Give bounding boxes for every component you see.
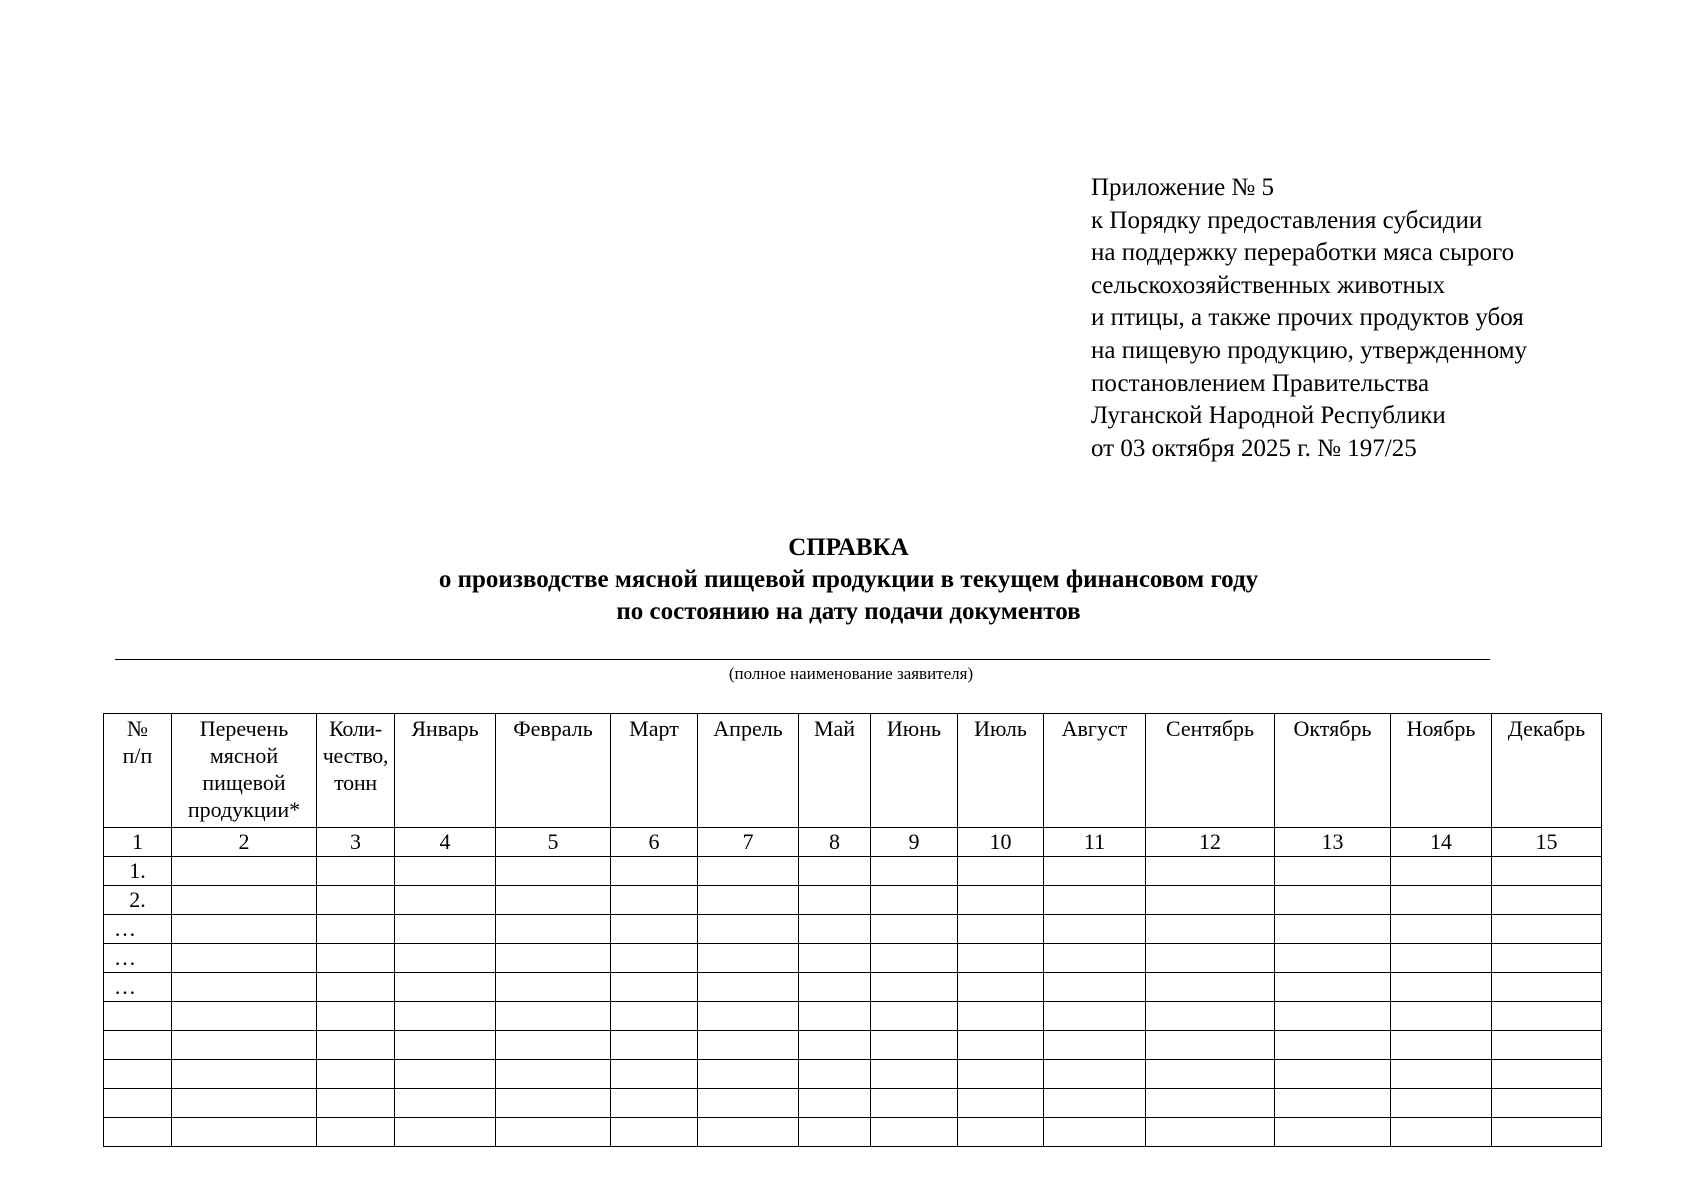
table-cell[interactable]: [1044, 1031, 1146, 1060]
table-cell[interactable]: [1391, 944, 1492, 973]
table-cell[interactable]: [1044, 1118, 1146, 1147]
header-cell-may: Май: [799, 714, 871, 828]
table-cell[interactable]: [1044, 973, 1146, 1002]
header-cell-quantity: [317, 714, 395, 828]
title-heading: СПРАВКА: [788, 534, 909, 561]
table-cell[interactable]: [799, 886, 871, 915]
header-line: мясной: [209, 743, 279, 768]
table-cell[interactable]: [698, 886, 799, 915]
header-cell-december: Декабрь: [1492, 714, 1602, 828]
header-cell-march: Март: [611, 714, 698, 828]
table-cell[interactable]: [317, 915, 395, 944]
table-cell[interactable]: [395, 973, 496, 1002]
table-cell[interactable]: [1391, 973, 1492, 1002]
table-cell[interactable]: [958, 1002, 1044, 1031]
row-number-cell: [104, 1031, 172, 1060]
table-cell[interactable]: [799, 1089, 871, 1118]
table-cell[interactable]: [799, 1118, 871, 1147]
table-cell[interactable]: [395, 944, 496, 973]
table-cell[interactable]: [958, 1118, 1044, 1147]
table-cell[interactable]: [799, 1031, 871, 1060]
table-cell[interactable]: [1492, 886, 1602, 915]
table-cell[interactable]: [496, 1002, 611, 1031]
appendix-line: и птицы, а также прочих продуктов убоя: [1091, 304, 1524, 332]
table-cell[interactable]: [799, 915, 871, 944]
table-cell[interactable]: [317, 886, 395, 915]
column-number: 1: [104, 828, 172, 857]
column-number: 6: [611, 828, 698, 857]
table-cell[interactable]: [799, 944, 871, 973]
table-cell[interactable]: [871, 915, 958, 944]
header-cell-number: [104, 714, 172, 828]
table-cell[interactable]: [1146, 1089, 1275, 1118]
table-cell[interactable]: [1391, 1002, 1492, 1031]
table-cell[interactable]: [1492, 1060, 1602, 1089]
table-cell[interactable]: [871, 944, 958, 973]
table-cell[interactable]: [172, 1060, 317, 1089]
table-cell[interactable]: [496, 857, 611, 886]
table-row: [104, 1031, 1602, 1060]
column-number: 4: [395, 828, 496, 857]
header-cell-product-list: [172, 714, 317, 828]
table-cell[interactable]: [172, 1002, 317, 1031]
table-row: [104, 973, 1602, 1002]
table-cell[interactable]: [1275, 857, 1391, 886]
table-cell[interactable]: [172, 915, 317, 944]
table-cell[interactable]: [496, 1060, 611, 1089]
header-cell-september: Сентябрь: [1146, 714, 1275, 828]
table-cell[interactable]: [1492, 1031, 1602, 1060]
table-row: [104, 944, 1602, 973]
header-cell-august: Август: [1044, 714, 1146, 828]
table-row: [104, 915, 1602, 944]
table-cell[interactable]: [958, 944, 1044, 973]
table-cell[interactable]: [611, 915, 698, 944]
table-cell[interactable]: [395, 1002, 496, 1031]
appendix-line: постановлением Правительства: [1091, 369, 1430, 397]
table-cell[interactable]: [1146, 915, 1275, 944]
column-number: 15: [1492, 828, 1602, 857]
table-cell[interactable]: [395, 915, 496, 944]
table-cell[interactable]: [496, 886, 611, 915]
appendix-line: Луганской Народной Республики: [1091, 402, 1446, 430]
table-cell[interactable]: [317, 1118, 395, 1147]
table-cell[interactable]: [698, 1002, 799, 1031]
table-cell[interactable]: [1044, 944, 1146, 973]
table-cell[interactable]: [172, 973, 317, 1002]
table-cell[interactable]: [871, 886, 958, 915]
table-cell[interactable]: [496, 1118, 611, 1147]
table-row: [104, 886, 1602, 915]
row-number-cell: …: [104, 973, 172, 1002]
appendix-line: Приложение № 5: [1091, 174, 1275, 201]
appendix-block: [1091, 172, 1527, 465]
table-cell[interactable]: [958, 1060, 1044, 1089]
header-cell-july: Июль: [958, 714, 1044, 828]
table-body: [104, 857, 1602, 1147]
table-cell[interactable]: [496, 1089, 611, 1118]
column-number-row: [104, 828, 1602, 857]
table-cell[interactable]: [698, 915, 799, 944]
table-cell[interactable]: [317, 1060, 395, 1089]
table-cell[interactable]: [1275, 973, 1391, 1002]
table-cell[interactable]: [1391, 1060, 1492, 1089]
table-header-row: [104, 714, 1602, 828]
row-number-cell: [104, 1089, 172, 1118]
table-row: [104, 1089, 1602, 1118]
table-cell[interactable]: [871, 857, 958, 886]
table-cell[interactable]: [317, 1089, 395, 1118]
table-cell[interactable]: [871, 1002, 958, 1031]
table-cell[interactable]: [698, 1031, 799, 1060]
table-cell[interactable]: [1391, 1118, 1492, 1147]
appendix-line: к Порядку предоставления субсидии: [1091, 206, 1483, 234]
table-cell[interactable]: [871, 1031, 958, 1060]
table-cell[interactable]: [496, 915, 611, 944]
table-cell[interactable]: [1146, 1002, 1275, 1031]
table-cell[interactable]: [958, 857, 1044, 886]
table-cell[interactable]: [611, 1089, 698, 1118]
table-cell[interactable]: [395, 857, 496, 886]
row-number-cell: 1.: [104, 857, 172, 886]
table-cell[interactable]: [958, 1089, 1044, 1118]
table-cell[interactable]: [172, 1089, 317, 1118]
table-cell[interactable]: [1275, 886, 1391, 915]
header-line: №: [127, 716, 148, 741]
row-number-cell: …: [104, 944, 172, 973]
row-number-cell: 2.: [104, 886, 172, 915]
table-cell[interactable]: [611, 1002, 698, 1031]
table-cell[interactable]: [1391, 1089, 1492, 1118]
table-cell[interactable]: [317, 1002, 395, 1031]
table-cell[interactable]: [1492, 1089, 1602, 1118]
table-row: [104, 1060, 1602, 1089]
table-cell[interactable]: [871, 1060, 958, 1089]
table-cell[interactable]: [1275, 1089, 1391, 1118]
appendix-line: от 03 октября 2025 г. № 197/25: [1091, 434, 1417, 462]
header-cell-january: Январь: [395, 714, 496, 828]
column-number: 11: [1044, 828, 1146, 857]
table-cell[interactable]: [1275, 1031, 1391, 1060]
table-cell[interactable]: [496, 944, 611, 973]
table-cell[interactable]: [698, 944, 799, 973]
table-cell[interactable]: [698, 1089, 799, 1118]
column-number: 3: [317, 828, 395, 857]
column-number: 8: [799, 828, 871, 857]
table-cell[interactable]: [871, 973, 958, 1002]
table-cell[interactable]: [1146, 944, 1275, 973]
table-cell[interactable]: [1492, 944, 1602, 973]
header-cell-october: Октябрь: [1275, 714, 1391, 828]
table-cell[interactable]: [1492, 973, 1602, 1002]
appendix-line: на пищевую продукцию, утвержденному: [1091, 336, 1528, 364]
table-cell[interactable]: [799, 857, 871, 886]
header-line: чество,: [322, 743, 389, 768]
table-cell[interactable]: [317, 973, 395, 1002]
applicant-caption: (полное наименование заявителя): [728, 664, 974, 683]
table-cell[interactable]: [871, 1089, 958, 1118]
row-number-cell: [104, 1002, 172, 1031]
table-cell[interactable]: [611, 944, 698, 973]
table-cell[interactable]: [317, 944, 395, 973]
header-cell-june: Июнь: [871, 714, 958, 828]
table-cell[interactable]: [1044, 915, 1146, 944]
title-subtitle-line-1: о производстве мясной пищевой продукции в текущем финансовом году: [438, 566, 1259, 593]
table-cell[interactable]: [611, 886, 698, 915]
header-cell-april: Апрель: [698, 714, 799, 828]
row-number-cell: [104, 1118, 172, 1147]
table-cell[interactable]: [1044, 886, 1146, 915]
appendix-line: сельскохозяйственных животных: [1091, 271, 1446, 299]
header-line: Перечень: [199, 716, 289, 741]
appendix-line: на поддержку переработки мяса сырого: [1091, 239, 1515, 267]
table-cell[interactable]: [172, 857, 317, 886]
table-cell[interactable]: [1275, 1118, 1391, 1147]
table-cell[interactable]: [1275, 1002, 1391, 1031]
table-cell[interactable]: [317, 1031, 395, 1060]
table-cell[interactable]: [698, 857, 799, 886]
column-number: 13: [1275, 828, 1391, 857]
header-line: Коли-: [329, 716, 382, 741]
table-cell[interactable]: [1492, 1002, 1602, 1031]
table-cell[interactable]: [1391, 886, 1492, 915]
table-cell[interactable]: [958, 915, 1044, 944]
table-cell[interactable]: [611, 973, 698, 1002]
table-cell[interactable]: [1146, 1060, 1275, 1089]
header-line: продукции*: [187, 797, 301, 822]
column-number: 14: [1391, 828, 1492, 857]
table-row: [104, 1118, 1602, 1147]
production-table: [103, 713, 1602, 1147]
table-cell[interactable]: [172, 1118, 317, 1147]
header-cell-november: Ноябрь: [1391, 714, 1492, 828]
document-title: [0, 532, 1697, 628]
table-cell[interactable]: [698, 973, 799, 1002]
table-cell[interactable]: [395, 1089, 496, 1118]
table-cell[interactable]: [871, 1118, 958, 1147]
column-number: 9: [871, 828, 958, 857]
row-number-cell: [104, 1060, 172, 1089]
table-cell[interactable]: [958, 1031, 1044, 1060]
table-cell[interactable]: [1492, 857, 1602, 886]
column-number: 12: [1146, 828, 1275, 857]
table-cell[interactable]: [799, 973, 871, 1002]
table-cell[interactable]: [958, 886, 1044, 915]
table-cell[interactable]: [1044, 1060, 1146, 1089]
table-cell[interactable]: [1146, 973, 1275, 1002]
table-cell[interactable]: [611, 857, 698, 886]
table-cell[interactable]: [317, 857, 395, 886]
table-cell[interactable]: [1275, 915, 1391, 944]
table-cell[interactable]: [1391, 915, 1492, 944]
table-cell[interactable]: [1275, 1060, 1391, 1089]
table-cell[interactable]: [1146, 857, 1275, 886]
table-cell[interactable]: [1146, 1031, 1275, 1060]
table-cell[interactable]: [1044, 1002, 1146, 1031]
table-cell[interactable]: [1391, 857, 1492, 886]
table-cell[interactable]: [496, 1031, 611, 1060]
column-number: 5: [496, 828, 611, 857]
table-cell[interactable]: [1492, 1118, 1602, 1147]
table-cell[interactable]: [496, 973, 611, 1002]
header-cell-february: Февраль: [496, 714, 611, 828]
table-cell[interactable]: [1044, 1089, 1146, 1118]
applicant-name-line[interactable]: [115, 659, 1490, 660]
table-cell[interactable]: [1044, 857, 1146, 886]
table-cell[interactable]: [172, 944, 317, 973]
table-cell[interactable]: [395, 1060, 496, 1089]
title-subtitle-line-2: по состоянию на дату подачи документов: [616, 598, 1081, 625]
table-cell[interactable]: [1275, 944, 1391, 973]
column-number: 2: [172, 828, 317, 857]
table-cell[interactable]: [698, 1118, 799, 1147]
table-cell[interactable]: [172, 886, 317, 915]
header-line: тонн: [334, 770, 377, 795]
table-cell[interactable]: [1146, 886, 1275, 915]
table-cell[interactable]: [611, 1118, 698, 1147]
table-cell[interactable]: [611, 1031, 698, 1060]
column-number: 10: [958, 828, 1044, 857]
table-cell[interactable]: [395, 886, 496, 915]
table-cell[interactable]: [395, 1118, 496, 1147]
table-cell[interactable]: [799, 1002, 871, 1031]
table-row: [104, 1002, 1602, 1031]
row-number-cell: …: [104, 915, 172, 944]
table-cell[interactable]: [1391, 1031, 1492, 1060]
table-cell[interactable]: [611, 1060, 698, 1089]
header-line: п/п: [122, 743, 153, 768]
table-cell[interactable]: [698, 1060, 799, 1089]
table-cell[interactable]: [172, 1031, 317, 1060]
table-cell[interactable]: [395, 1031, 496, 1060]
table-cell[interactable]: [1492, 915, 1602, 944]
table-cell[interactable]: [799, 1060, 871, 1089]
header-line: пищевой: [202, 770, 286, 795]
table-row: [104, 857, 1602, 886]
column-number: 7: [698, 828, 799, 857]
table-cell[interactable]: [958, 973, 1044, 1002]
table-cell[interactable]: [1146, 1118, 1275, 1147]
